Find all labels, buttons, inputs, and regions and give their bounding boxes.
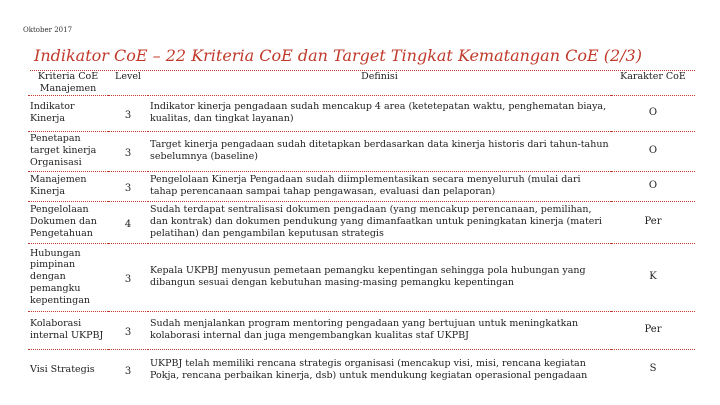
cell-karakter: Per (611, 311, 695, 349)
column-header-karakter: Karakter CoE (611, 71, 695, 95)
cell-definisi: Sudah terdapat sentralisasi dokumen pengadaan (yang mencakup perencanaan, pemilihan, dan kontrak) dan dokumen pendukung yang dimanfaatkan untuk peningkatan kinerja (materi pelatihan) dan pengambilan keputusan strategis (148, 201, 611, 243)
table-row (28, 243, 695, 311)
cell-definisi: Kepala UKPBJ menyusun pemetaan pemangku kepentingan sehingga pola hubungan yang dibangun sesuai dengan kebutuhan masing-masing pemangku kepentingan (148, 243, 611, 311)
cell-karakter: O (611, 131, 695, 171)
table-body (28, 95, 695, 389)
column-header-level: Level (108, 71, 148, 95)
cell-definisi: Pengelolaan Kinerja Pengadaan sudah diimplementasikan secara menyeluruh (mulai dari tahap perencanaan sampai tahap pengawasan, evaluasi dan pelaporan) (148, 171, 611, 201)
table-header (28, 71, 695, 95)
cell-level: 3 (108, 243, 148, 311)
cell-karakter: O (611, 95, 695, 131)
cell-level: 3 (108, 311, 148, 349)
cell-definisi: Indikator kinerja pengadaan sudah mencakup 4 area (ketetepatan waktu, penghematan biaya, kualitas, dan tingkat layanan) (148, 95, 611, 131)
page-title: Indikator CoE – 22 Kriteria CoE dan Target Tingkat Kematangan CoE (2/3) (34, 46, 642, 65)
cell-kriteria: Hubungan pimpinan dengan pemangku kepentingan (28, 243, 108, 311)
cell-level: 3 (108, 349, 148, 389)
table-row (28, 349, 695, 389)
cell-kriteria: Penetapan target kinerja Organisasi (28, 131, 108, 171)
cell-karakter: K (611, 243, 695, 311)
cell-level: 3 (108, 131, 148, 171)
cell-kriteria: Pengelolaan Dokumen dan Pengetahuan (28, 201, 108, 243)
date-label: Oktober 2017 (23, 26, 73, 34)
cell-karakter: Per (611, 201, 695, 243)
cell-kriteria: Kolaborasi internal UKPBJ (28, 311, 108, 349)
coe-criteria-table (28, 71, 695, 389)
table-row (28, 95, 695, 131)
table-row (28, 201, 695, 243)
table-row (28, 171, 695, 201)
cell-level: 3 (108, 95, 148, 131)
cell-karakter: O (611, 171, 695, 201)
cell-definisi: UKPBJ telah memiliki rencana strategis organisasi (mencakup visi, misi, rencana kegiatan Pokja, rencana perbaikan kinerja, dsb) untuk mendukung kegiatan operasional pengadaan (148, 349, 611, 389)
cell-kriteria: Visi Strategis (28, 349, 108, 389)
cell-level: 3 (108, 171, 148, 201)
cell-definisi: Sudah menjalankan program mentoring pengadaan yang bertujuan untuk meningkatkan kolaborasi internal dan juga mengembangkan kualitas staf UKPBJ (148, 311, 611, 349)
column-header-kriteria: Kriteria CoE Manajemen (28, 71, 108, 95)
column-header-definisi: Definisi (148, 71, 611, 95)
cell-karakter: S (611, 349, 695, 389)
table-row (28, 311, 695, 349)
table-row (28, 131, 695, 171)
cell-kriteria: Manajemen Kinerja (28, 171, 108, 201)
cell-definisi: Target kinerja pengadaan sudah ditetapkan berdasarkan data kinerja historis dari tahun-tahun sebelumnya (baseline) (148, 131, 611, 171)
cell-level: 4 (108, 201, 148, 243)
cell-kriteria: Indikator Kinerja (28, 95, 108, 131)
